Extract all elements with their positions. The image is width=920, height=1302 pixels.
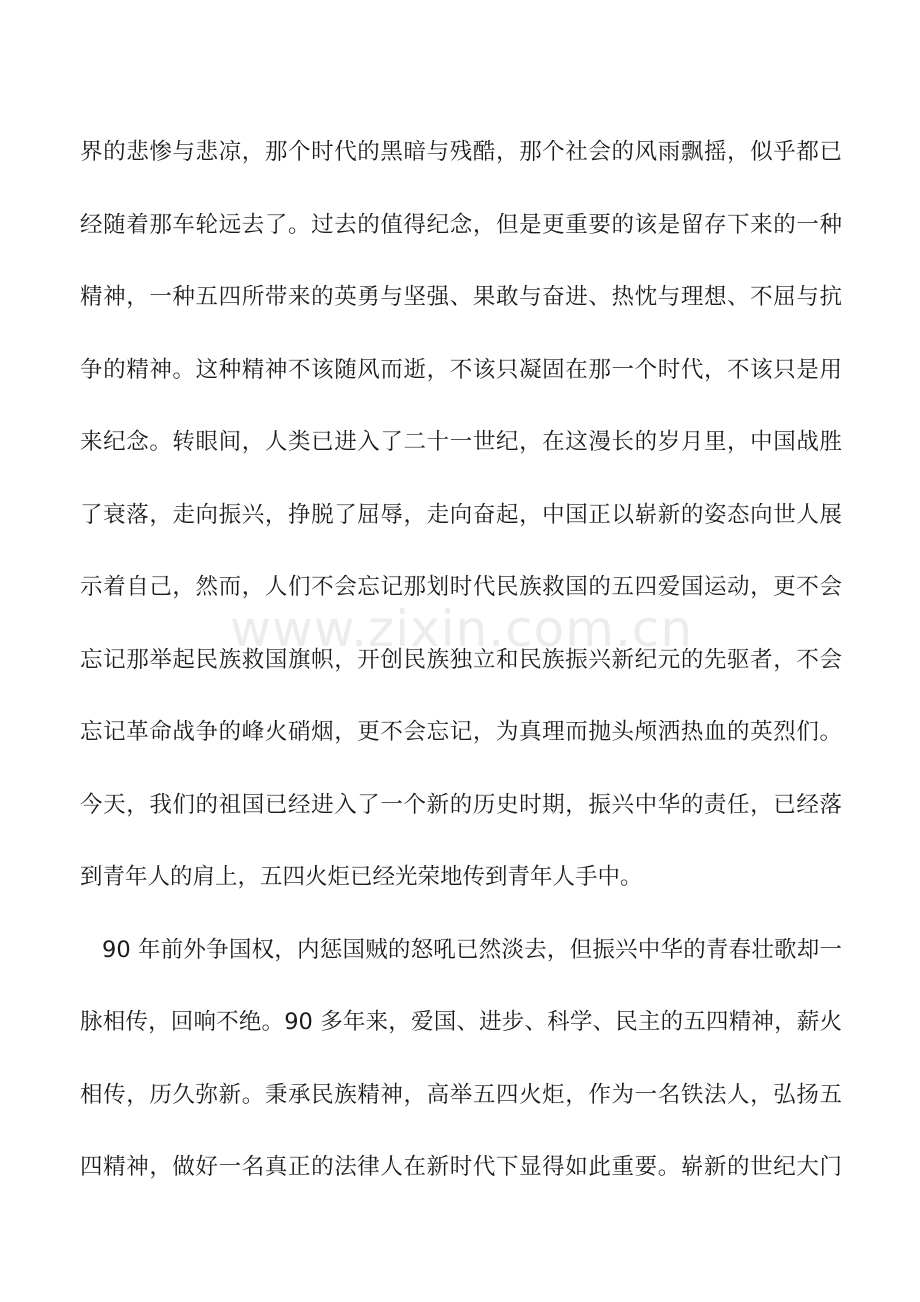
- text-line: 脉相传，回响不绝。90 多年来，爱国、进步、科学、民主的五四精神，薪火: [80, 1009, 842, 1035]
- text-line: 忘记那举起民族救国旗帜，开创民族独立和民族振兴新纪元的先驱者，不会: [80, 646, 842, 673]
- text-line: 示着自己，然而，人们不会忘记那划时代民族救国的五四爱国运动，更不会: [80, 574, 842, 600]
- paragraph-first-line: 90 年前外争国权，内惩国贼的怒吼已然淡去，但振兴中华的青春壮歌却一: [102, 936, 842, 963]
- watermark: www.zixin.com.cn: [230, 600, 694, 658]
- text-line: 四精神，做好一名真正的法律人在新时代下显得如此重要。崭新的世纪大门: [80, 1154, 842, 1180]
- text-line: 界的悲惨与悲凉，那个时代的黑暗与残酷，那个社会的风雨飘摇，似乎都已: [80, 139, 842, 165]
- text-line: 今天，我们的祖国已经进入了一个新的历史时期，振兴中华的责任，已经落: [80, 791, 842, 818]
- text-line: 精神，一种五四所带来的英勇与坚强、果敢与奋进、热忱与理想、不屈与抗: [80, 284, 842, 310]
- text-line: 争的精神。这种精神不该随风而逝，不该只凝固在那一个时代，不该只是用: [80, 356, 842, 383]
- text-line: 来纪念。转眼间，人类已进入了二十一世纪，在这漫长的岁月里，中国战胜: [80, 429, 842, 455]
- text-line: 到青年人的肩上，五四火炬已经光荣地传到青年人手中。: [80, 864, 643, 890]
- text-line: 相传，历久弥新。秉承民族精神，高举五四火炬，作为一名铁法人，弘扬五: [80, 1081, 842, 1108]
- body-text: [80, 124, 842, 1212]
- text-line: 了衰落，走向振兴，挣脱了屈辱，走向奋起，中国正以崭新的姿态向世人展: [80, 501, 842, 528]
- text-line: 忘记革命战争的峰火硝烟，更不会忘记，为真理而抛头颅洒热血的英烈们。: [80, 719, 842, 745]
- text-line: 经随着那车轮远去了。过去的值得纪念，但是更重要的该是留存下来的一种: [80, 211, 842, 238]
